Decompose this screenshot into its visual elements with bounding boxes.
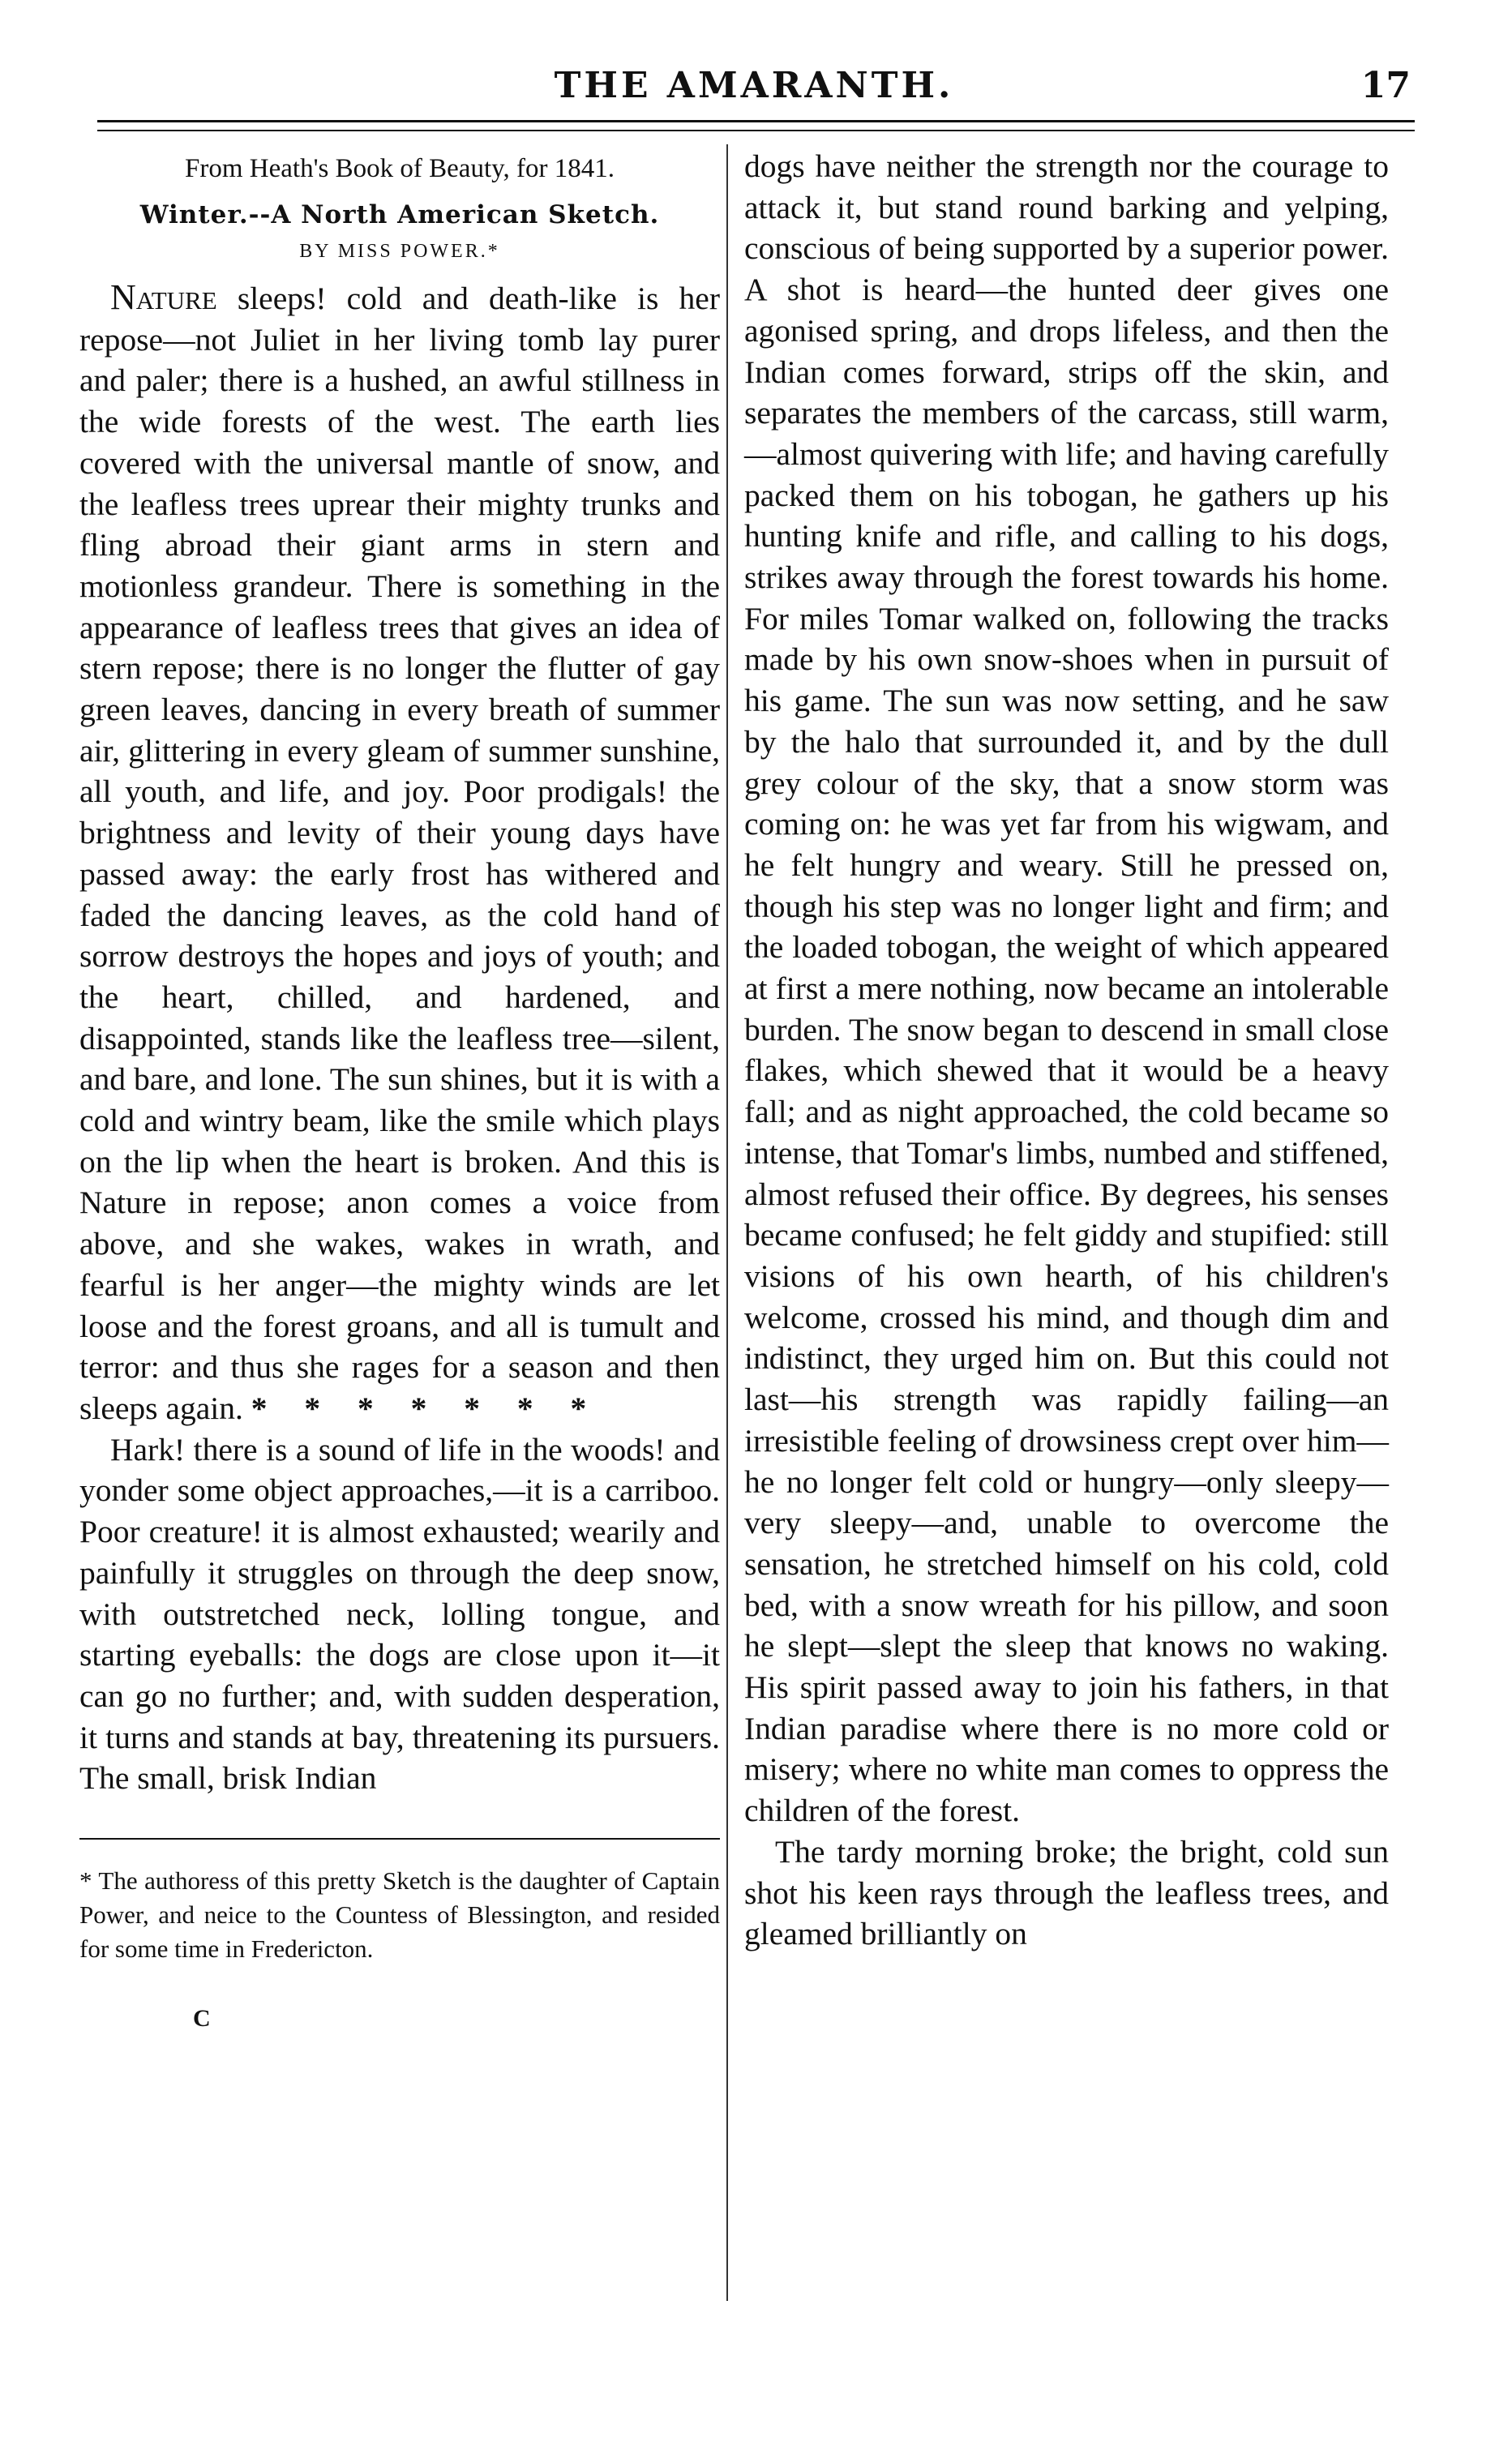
running-head [97, 65, 1411, 122]
section-break-stars: * * * * * * * [251, 1390, 602, 1426]
column-divider [726, 144, 728, 2301]
article-byline: BY MISS POWER.* [299, 241, 500, 262]
footnote: * The authoress of this pretty Sketch is the daughter of Captain Power, and neice to the Countess of Blessington, and resided for some time in Fredericton. [79, 1866, 720, 1964]
opening-word: Nature [110, 277, 217, 317]
left-column [79, 146, 720, 2040]
article-paragraph: dogs have neither the strength nor the courage to attack it, but stand round barking and yelping, conscious of being supported by a superior power. A shot is heard—the hunted deer gives one agonised spring, and drops lifeless, and then the Indian comes forward, strips off the skin, and separates the members of the carcass, still warm,—almost quivering with life; and having carefully packed them on his tobogan, he gathers up his hunting knife and rifle, and calling to his dogs, strikes away through the forest towards his home. For miles Tomar walked on, following the tracks made by his own snow-shoes when in pursuit of his game. The sun was now setting, and he saw by the halo that surrounded it, and by the dull grey colour of the sky, that a snow storm was coming on: he was yet far from his wigwam, and he felt hungry and weary. Still he pressed on, though his step was no longer light and firm; and the loaded tobogan, the weight of which appeared at first a mere nothing, now became an intolerable burden. The snow began to descend in small close flakes, which shewed that it would be a heavy fall; and as night approached, the cold became so intense, that Tomar's limbs, numbed and stiffened, almost refused their office. By degrees, his senses became confused; he felt giddy and stupified: still visions of his own hearth, of his children's welcome, crossed his mind, and though dim and indistinct, they urged him on. But this could not last—his strength was rapidly failing—an irresistible feeling of drowsiness crept over him—he no longer felt cold or hungry—only sleepy—very sleepy—and, unable to overcome the sensation, he stretched himself on his cold, cold bed, with a snow wreath for his pillow, and soon he slept—slept the sleep that knows no waking. His spirit passed away to join his fathers, in that Indian paradise where there is no more cold or misery; where no white man comes to oppress the children of the forest. [744, 148, 1389, 1829]
header-rule-top [97, 120, 1415, 122]
page-number: 17 [1360, 65, 1411, 106]
article-paragraph: The tardy morning broke; the bright, cold sun shot his keen rays through the leafless trees, and gleamed brilliantly on [744, 1833, 1389, 1952]
right-column [744, 146, 1389, 1955]
header-rule-bottom [97, 130, 1415, 131]
footnote-rule [79, 1838, 720, 1840]
article-title: Winter.--A North American Sketch. [139, 200, 660, 229]
article-paragraph [79, 277, 720, 1429]
paragraph-text: sleeps! cold and death-like is her repose—not Juliet in her living tomb lay purer and paler; there is a hushed, an awful stillness in the wide forests of the west. The earth lies covered with the universal mantle of snow, and the leafless trees uprear their mighty trunks and fling abroad their giant arms in stern and motionless grandeur. There is something in the appearance of leafless trees that gives an idea of stern repose; there is no longer the flutter of gay green leaves, dancing in every breath of summer air, glittering in every gleam of summer sunshine, all youth, and life, and joy. Poor prodigals! the brightness and levity of their young days have passed away: the early frost has withered and faded the dancing leaves, as the cold hand of sorrow destroys the hopes and joys of youth; and the heart, chilled, and hardened, and disappointed, stands like the leafless tree—silent, and bare, and lone. The sun shines, but it is with a cold and wintry beam, like the smile which plays on the lip when the heart is broken. And this is Nature in repose; anon comes a voice from above, and she wakes, wakes in wrath, and fearful is her anger—the mighty winds are let loose and the forest groans, and all is tumult and terror: and thus she rages for a season and then sleeps again. [79, 281, 720, 1426]
source-attribution: From Heath's Book of Beauty, for 1841. [185, 154, 615, 183]
article-paragraph: Hark! there is a sound of life in the woods! and yonder some object approaches,—it is a carriboo. Poor creature! it is almost exhausted; wearily and painfully it struggles on through the deep snow, with outstretched neck, lolling tongue, and starting eyeballs: the dogs are close upon it—it can go no further; and, with sudden desperation, it turns and stands at bay, threatening its pursuers. The small, brisk Indian [79, 1431, 720, 1797]
masthead-title: THE AMARANTH. [554, 65, 954, 106]
signature-mark: C [193, 2005, 211, 2033]
